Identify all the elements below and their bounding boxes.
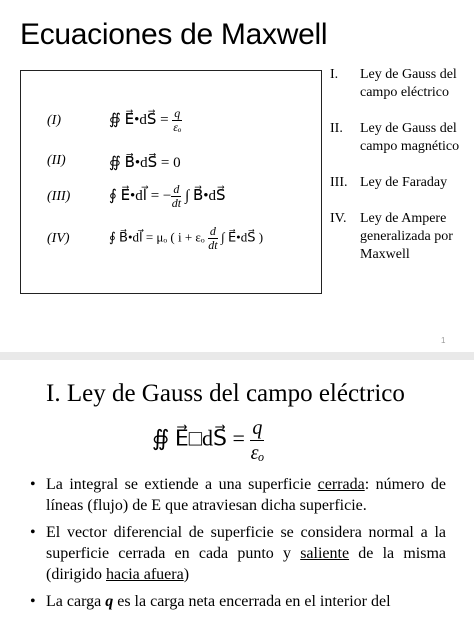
- bullet-item: • La carga q es la carga neta encerrada en el interior del: [30, 591, 446, 612]
- equation-formula: ∮ B⃗•dl⃗ = μₒ ( i + εₒ $\frac{d}{dt}$ ∫ E⃗•dS⃗ ): [109, 224, 264, 252]
- gauss-equation: ∯ E⃗□dS⃗ = $\frac{q}{\text{εₒ}}$: [152, 417, 265, 464]
- slide-separator: [0, 352, 474, 360]
- legend-item: III. Ley de Faraday: [330, 175, 448, 190]
- legend-item: IV. Ley de Ampere generalizada por Maxwell: [330, 211, 453, 262]
- equation-label: (II): [47, 153, 66, 168]
- equation-row: [21, 219, 321, 259]
- equation-row: [21, 101, 321, 141]
- equation-formula: ∯ B⃗•dS⃗ = 0: [109, 155, 181, 171]
- legend-item: I. Ley de Gauss del campo eléctrico: [330, 67, 457, 100]
- bullet-item: • La integral se extiende a una superficie cerrada: número de líneas (flujo) de E que atraviesan dicha superficie.: [30, 474, 446, 516]
- equation-label: (I): [47, 113, 61, 128]
- slide-2: [0, 360, 474, 632]
- legend-item: II. Ley de Gauss del campo magnético: [330, 121, 460, 154]
- equation-label: (III): [47, 189, 71, 204]
- bullet-list: [30, 474, 446, 618]
- equations-box: [20, 70, 322, 294]
- equation-formula: ∯ E⃗•dS⃗ = $\frac{q}{\text{εₒ}}$: [109, 106, 182, 134]
- equation-formula: ∮ E⃗•dl⃗ = − $\frac{d}{dt}$ ∫ B⃗•dS⃗: [109, 182, 226, 210]
- equation-label: (IV): [47, 231, 70, 246]
- equation-row: [21, 141, 321, 181]
- slide-title: Ecuaciones de Maxwell: [20, 18, 328, 51]
- slide-title: I. Ley de Gauss del campo eléctrico: [46, 380, 405, 407]
- page-number: 1: [441, 336, 446, 345]
- equations-legend: [330, 66, 470, 282]
- equation-row: [21, 177, 321, 217]
- bullet-item: • El vector diferencial de superficie se considera normal a la superficie cerrada en cada punto y saliente de la misma (dirigido hacia afuera): [30, 522, 446, 585]
